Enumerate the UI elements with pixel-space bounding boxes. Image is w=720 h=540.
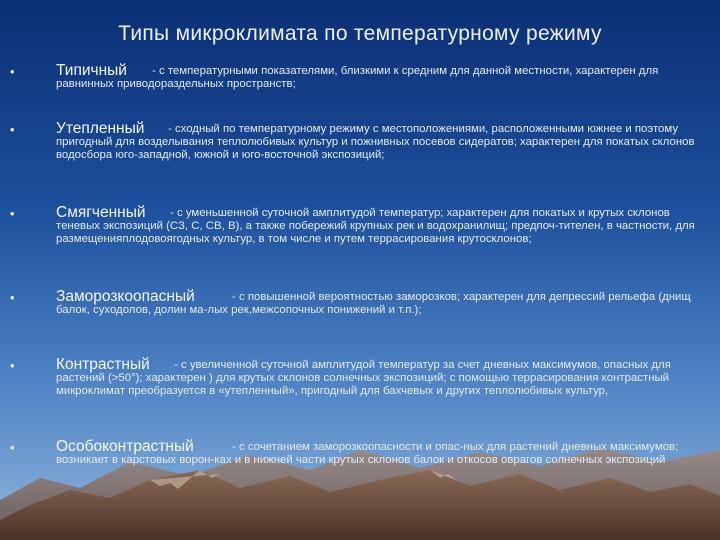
bullet-icon: • [10, 440, 15, 455]
item-term: Особоконтрастный [56, 438, 194, 455]
item-description: - с повышенной вероятностью заморозков; характерен для депрессий рельефа (днищ балок, суходолов, долин ма-лых рек,межсопочных понижений и т.п.); [56, 291, 691, 317]
item-term: Контрастный [56, 356, 150, 373]
item-description: - с увеличенной суточной амплитудой температур за счет дневных максимумов, опасных для растений (>50°); характерен ) для крутых склонов солнечных экспозиций; с помощью террасирования контрастный микроклимат преобразуется в «утепленный», пригодный для бахчевых и других теплолюбивых культур, [56, 359, 671, 398]
bullet-icon: • [10, 206, 15, 221]
item-term: Типичный [56, 62, 127, 79]
item-description: - с сочетанием заморозкоопасности и опас-ных для растений дневных максимумов; возникает в карстовых ворон-ках и в нижней части крутых склонов балок и откосов оврагов солнечных экспозиций [56, 441, 679, 467]
item-term: Заморозкоопасный [56, 288, 195, 305]
bullet-icon: • [10, 122, 15, 137]
slide-title: Типы микроклимата по температурному режиму [118, 22, 602, 45]
bullet-icon: • [10, 358, 15, 373]
bullet-icon: • [10, 290, 15, 305]
bullet-icon: • [10, 64, 15, 79]
item-description: - с температурными показателями, близкими к средним для данной местности, характерен для равнинных приводораздельных пространств; [56, 65, 659, 91]
item-description: - с уменьшенной суточной амплитудой температур; характерен для покатых и крутых склонов теневых экспозиций (СЗ, С, СВ, В), а также побережий крупных рек и водохранилищ; предпоч-тителен, в частности, для размещенияплодовоягодных культур, в том числе и путем террасирования крутосклонов; [56, 207, 695, 246]
item-term: Смягченный [56, 204, 146, 221]
item-term: Утепленный [56, 120, 145, 137]
item-description: - сходный по температурному режиму с местоположениями, расположенными южнее и поэтому пригодный для возделывания теплолюбивых культур и пожнивных посевов сидератов; характерен для покатых склонов водосбора юго-западной, южной и юго-восточной экспозиций; [56, 123, 695, 162]
